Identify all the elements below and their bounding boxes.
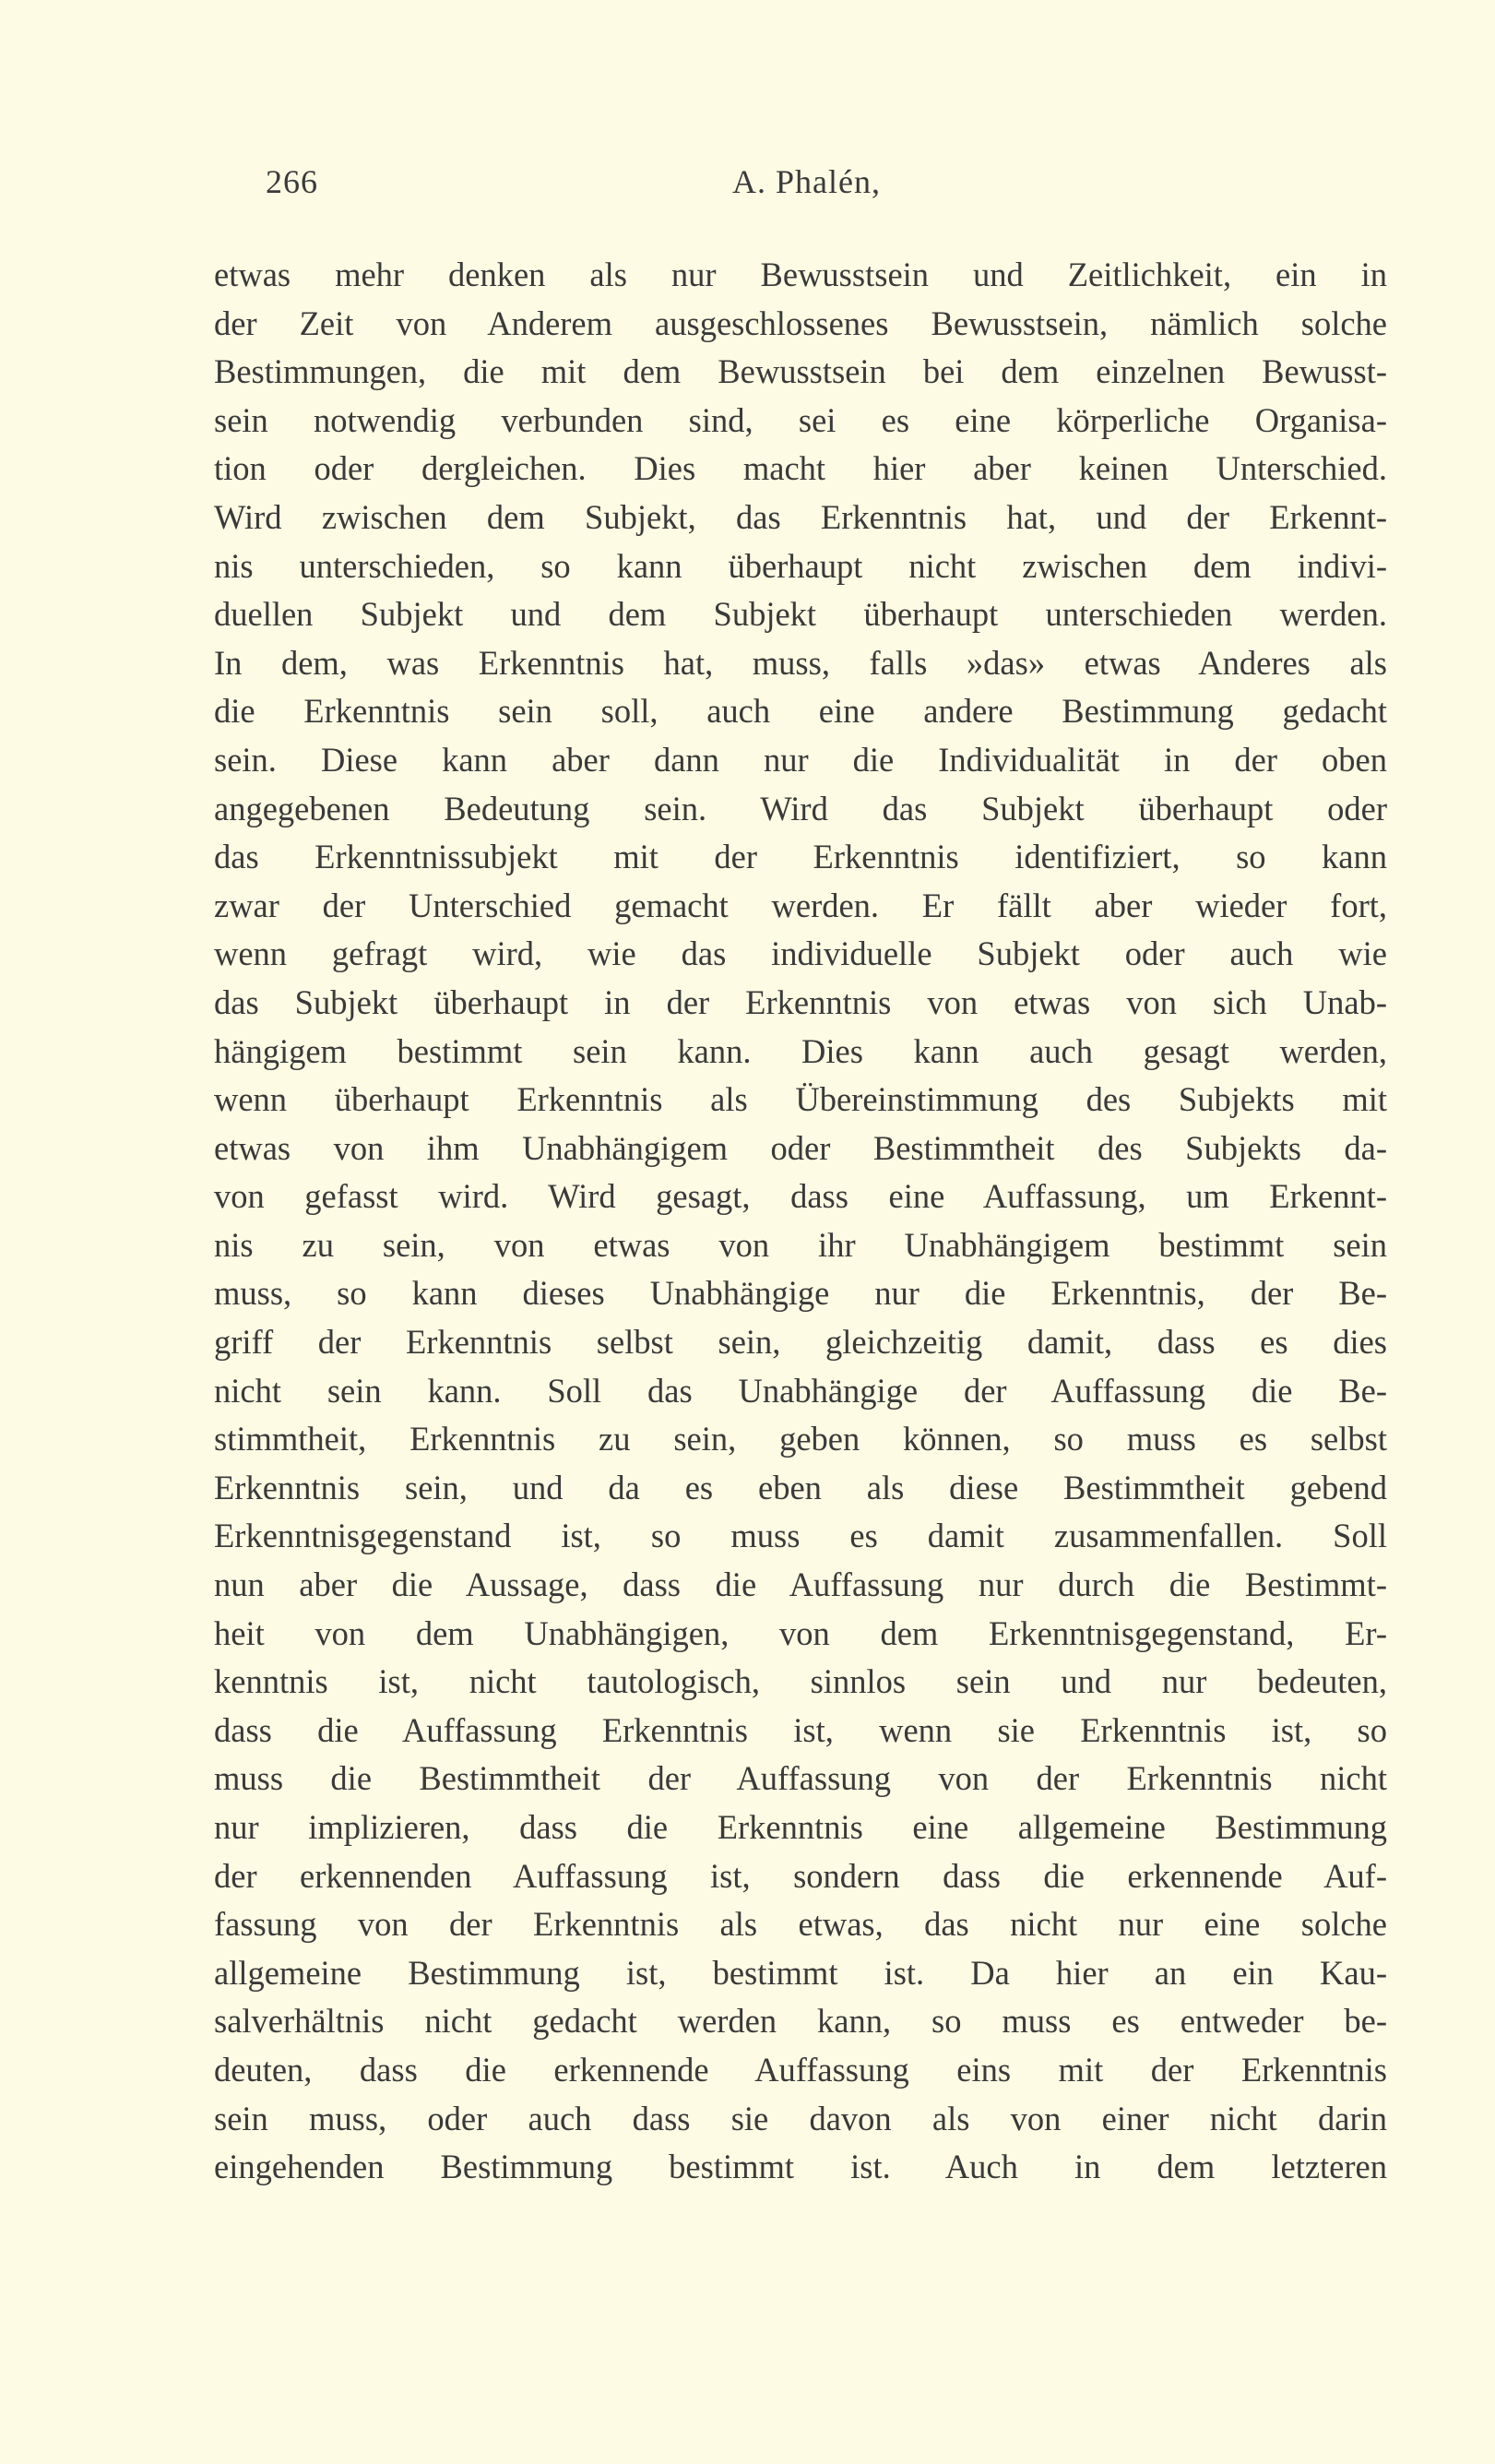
text-line: duellen Subjekt und dem Subjekt überhaupt unterschieden werden. (214, 595, 1387, 634)
text-line: hängigem bestimmt sein kann. Dies kann auch gesagt werden, (214, 1031, 1387, 1070)
text-line: angegebenen Bedeutung sein. Wird das Subjekt überhaupt oder (214, 789, 1387, 827)
text-line: salverhältnis nicht gedacht werden kann, so muss es entweder be- (214, 2002, 1387, 2041)
text-line: von gefasst wird. Wird gesagt, dass eine Auffassung, um Erkennt- (214, 1177, 1387, 1216)
text-line: griff der Erkenntnis selbst sein, gleichzeitig damit, dass es dies (214, 1323, 1387, 1362)
text-line: das Erkenntnissubjekt mit der Erkenntnis identifiziert, so kann (214, 838, 1387, 876)
text-line: nis unterschieden, so kann überhaupt nicht zwischen dem indivi- (214, 546, 1387, 585)
text-line: muss, so kann dieses Unabhängige nur die Erkenntnis, der Be- (214, 1274, 1387, 1313)
text-line: Bestimmungen, die mit dem Bewusstsein bei dem einzelnen Bewusst- (214, 352, 1387, 391)
text-line: nur implizieren, dass die Erkenntnis eine allgemeine Bestimmung (214, 1808, 1387, 1846)
text-line: der erkennenden Auffassung ist, sondern dass die erkennende Auf- (214, 1856, 1387, 1895)
body-text (214, 251, 1387, 2192)
text-line: dass die Auffassung Erkenntnis ist, wenn sie Erkenntnis ist, so (214, 1710, 1387, 1749)
text-line: das Subjekt überhaupt in der Erkenntnis von etwas von sich Unab- (214, 982, 1387, 1021)
text-line: heit von dem Unabhängigen, von dem Erkenntnisgegenstand, Er- (214, 1613, 1387, 1652)
text-line: nun aber die Aussage, dass die Auffassung nur durch die Bestimmt- (214, 1565, 1387, 1604)
text-line: die Erkenntnis sein soll, auch eine andere Bestimmung gedacht (214, 692, 1387, 731)
text-line: der Zeit von Anderem ausgeschlossenes Bewusstsein, nämlich solche (214, 304, 1387, 342)
text-line: etwas mehr denken als nur Bewusstsein und Zeitlichkeit, ein in (214, 256, 1387, 293)
text-line: Erkenntnisgegenstand ist, so muss es damit zusammenfallen. Soll (214, 1517, 1387, 1555)
text-line: nis zu sein, von etwas von ihr Unabhängigem bestimmt sein (214, 1225, 1387, 1264)
text-line: sein muss, oder auch dass sie davon als von einer nicht darin (214, 2099, 1387, 2137)
text-line: tion oder dergleichen. Dies macht hier aber keinen Unterschied. (214, 449, 1387, 488)
text-line: In dem, was Erkenntnis hat, muss, falls »das» etwas Anderes als (214, 643, 1387, 682)
text-line: allgemeine Bestimmung ist, bestimmt ist. Da hier an ein Kau- (214, 1953, 1387, 1992)
text-line: kenntnis ist, nicht tautologisch, sinnlos sein und nur bedeuten, (214, 1662, 1387, 1701)
text-line: zwar der Unterschied gemacht werden. Er fällt aber wieder fort, (214, 886, 1387, 924)
text-line: stimmtheit, Erkenntnis zu sein, geben können, so muss es selbst (214, 1420, 1387, 1458)
running-head (0, 162, 1495, 208)
text-line: sein notwendig verbunden sind, sei es eine körperliche Organisa- (214, 400, 1387, 439)
text-line: sein. Diese kann aber dann nur die Individualität in der oben (214, 740, 1387, 779)
text-line: Wird zwischen dem Subjekt, das Erkenntnis hat, und der Erkennt- (214, 497, 1387, 536)
text-line: muss die Bestimmtheit der Auffassung von der Erkenntnis nicht (214, 1759, 1387, 1798)
text-line: Erkenntnis sein, und da es eben als diese Bestimmtheit gebend (214, 1468, 1387, 1506)
text-line: eingehenden Bestimmung bestimmt ist. Auch in dem letzteren (214, 2148, 1387, 2186)
text-line: wenn gefragt wird, wie das individuelle Subjekt oder auch wie (214, 934, 1387, 973)
text-line: wenn überhaupt Erkenntnis als Übereinstimmung des Subjekts mit (214, 1080, 1387, 1119)
text-line: nicht sein kann. Soll das Unabhängige der Auffassung die Be- (214, 1371, 1387, 1410)
text-line: etwas von ihm Unabhängigem oder Bestimmtheit des Subjekts da- (214, 1128, 1387, 1167)
page-number: 266 (266, 163, 318, 200)
text-line: deuten, dass die erkennende Auffassung eins mit der Erkenntnis (214, 2050, 1387, 2089)
running-head-title: A. Phalén, (732, 163, 881, 200)
text-line: fassung von der Erkenntnis als etwas, das nicht nur eine solche (214, 1905, 1387, 1944)
